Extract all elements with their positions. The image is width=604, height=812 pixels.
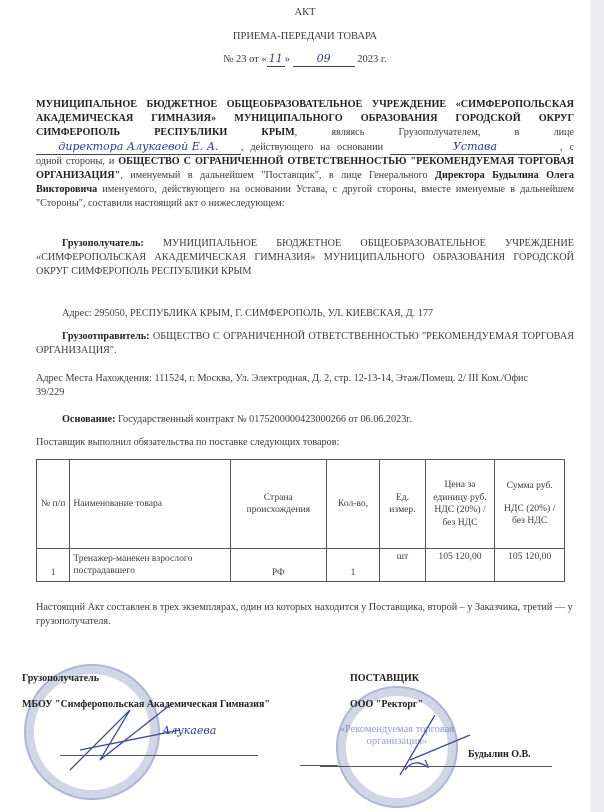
consignee-address: Адрес: 295050, РЕСПУБЛИКА КРЫМ, Г. СИМФЕРОПОЛЬ, УЛ. КИЕВСКАЯ, Д. 177 [62,308,434,319]
cell-price: 105 120,00 [425,549,495,582]
shipper-address: Адрес Места Нахождения: 111524, г. Москва, Ул. Электродная, Д. 2, стр. 12-13-14, Этаж/Помещ. 2/ III Ком./Офис 39/229 [36,373,529,398]
intro-text-1: , являясь Грузополучателем, в лице [294,127,574,138]
shipper-value: ОБЩЕСТВО С ОГРАНИЧЕННОЙ ОТВЕТСТВЕННОСТЬЮ "РЕКОМЕНДУЕМАЯ ТОРГОВАЯ ОРГАНИЗАЦИЯ". [36,331,574,356]
doc-quote-close: » [284,54,290,65]
basis-value: Государственный контракт № 0175200000423000266 от 06.06.2023г. [117,414,412,425]
cell-num: 1 [37,549,70,582]
intro-org-name: МУНИЦИПАЛЬНОЕ БЮДЖЕТНОЕ ОБЩЕОБРАЗОВАТЕЛЬНОЕ УЧРЕЖДЕНИЕ «СИМФЕРОПОЛЬСКАЯ АКАДЕМИЧЕСКАЯ ГИМНАЗИЯ» МУНИЦИПАЛЬНОГО ОБРАЗОВАНИЯ ГОРОДСКОЙ ОКРУГ СИМФЕРОПОЛЬ РЕСПУБЛИКИ КРЫМ [36,99,574,138]
intro-supplier-name: ОБЩЕСТВО С ОГРАНИЧЕННОЙ ОТВЕТСТВЕННОСТЬЮ "РЕКОМЕНДУЕМАЯ ТОРГОВАЯ ОРГАНИЗАЦИЯ" [36,156,574,181]
supplier-role: ПОСТАВЩИК [350,673,419,684]
cell-country: РФ [230,549,326,582]
consignee-label: Грузополучатель: [62,238,144,249]
doc-title-act: АКТ [294,7,316,18]
consignee-paragraph [36,237,574,279]
intro-text-2: , действующего на основании [241,142,384,153]
shipper-label: Грузоотправитель: [62,331,150,342]
supplier-signer-name: Будылин О.В. [468,749,531,760]
goods-intro: Поставщик выполнил обязательства по поставке следующих товаров: [36,437,340,448]
consignee-signature-block [22,672,282,738]
header-name: Наименование товара [70,460,231,549]
doc-day-handwritten: 11 [268,52,283,65]
table-row [37,549,565,582]
doc-number-date [36,52,574,67]
intro-person-handwritten: директора Алукаевой Е. А. [36,140,241,155]
cell-unit: шт [380,549,425,582]
doc-title-subtitle: ПРИЕМА-ПЕРЕДАЧИ ТОВАРА [232,31,378,42]
consignee-value: МУНИЦИПАЛЬНОЕ БЮДЖЕТНОЕ ОБЩЕОБРАЗОВАТЕЛЬНОЕ УЧРЕЖДЕНИЕ «СИМФЕРОПОЛЬСКАЯ АКАДЕМИЧЕСКАЯ ГИМНАЗИЯ» МУНИЦИПАЛЬНОГО ОБРАЗОВАНИЯ ГОРОДСКОЙ ОКРУГ СИМФЕРОПОЛЬ РЕСПУБЛИКИ КРЫМ [36,238,574,277]
viewer-side-strip [590,0,604,812]
intro-text-4: , именуемый в дальнейшем "Поставщик", в лице Генерального [120,170,428,181]
intro-text-3: , с одной стороны, и [36,142,575,167]
supplier-signature-block [320,672,540,762]
doc-month-handwritten: 09 [293,52,355,67]
cell-qty: 1 [326,549,380,582]
intro-basis-handwritten: Устава [390,140,560,155]
intro-text-5: именуемого, действующего на основании Устава, с другой стороны, вместе именуемые в дальнейшем "Стороны", составили настоящий акт о нижеследующем: [36,184,574,209]
supplier-stamp-text: «Рекомендуемая торговая организация» [339,724,455,747]
header-country: Страна происхождения [230,460,326,549]
consignee-role: Грузополучатель [22,673,99,684]
consignee-signature-line [60,755,258,756]
supplier-org: ООО "Ректорг" [350,699,423,710]
closing-paragraph: Настоящий Акт составлен в трех экземплярах, один из которых находится у Поставщика, второй – у Заказчика, третий — у грузополучателя. [36,602,573,627]
header-qty: Кол-во, [326,460,380,549]
shipper-paragraph [36,330,574,358]
supplier-signature-line [320,766,552,767]
basis-label: Основание: [62,414,116,425]
intro-paragraph [36,98,574,211]
cell-name: Тренажер-манекен взрослого пострадавшего [70,549,231,582]
consignee-org: МБОУ "Симферопольская Академическая Гимназия" [22,699,270,710]
doc-year: 2023 г. [357,54,387,65]
header-sum-top: Сумма руб. [506,480,553,492]
header-num: № п/п [37,460,70,549]
intro-director-name: Директора Будылина Олега Викторовича [36,170,575,195]
header-price: Цена за единицу руб. НДС (20%) / без НДС [425,460,495,549]
cell-sum: 105 120,00 [495,549,565,582]
consignee-signature-handwritten: Алукаева [162,724,217,737]
header-unit: Ед. измер. [380,460,425,549]
goods-table [36,459,565,582]
header-sum-bottom: НДС (20%) / без НДС [504,502,556,527]
doc-number-prefix: № 23 от « [223,54,267,65]
goods-table-header [37,460,565,549]
basis-paragraph [36,413,574,427]
header-sum [495,460,565,549]
